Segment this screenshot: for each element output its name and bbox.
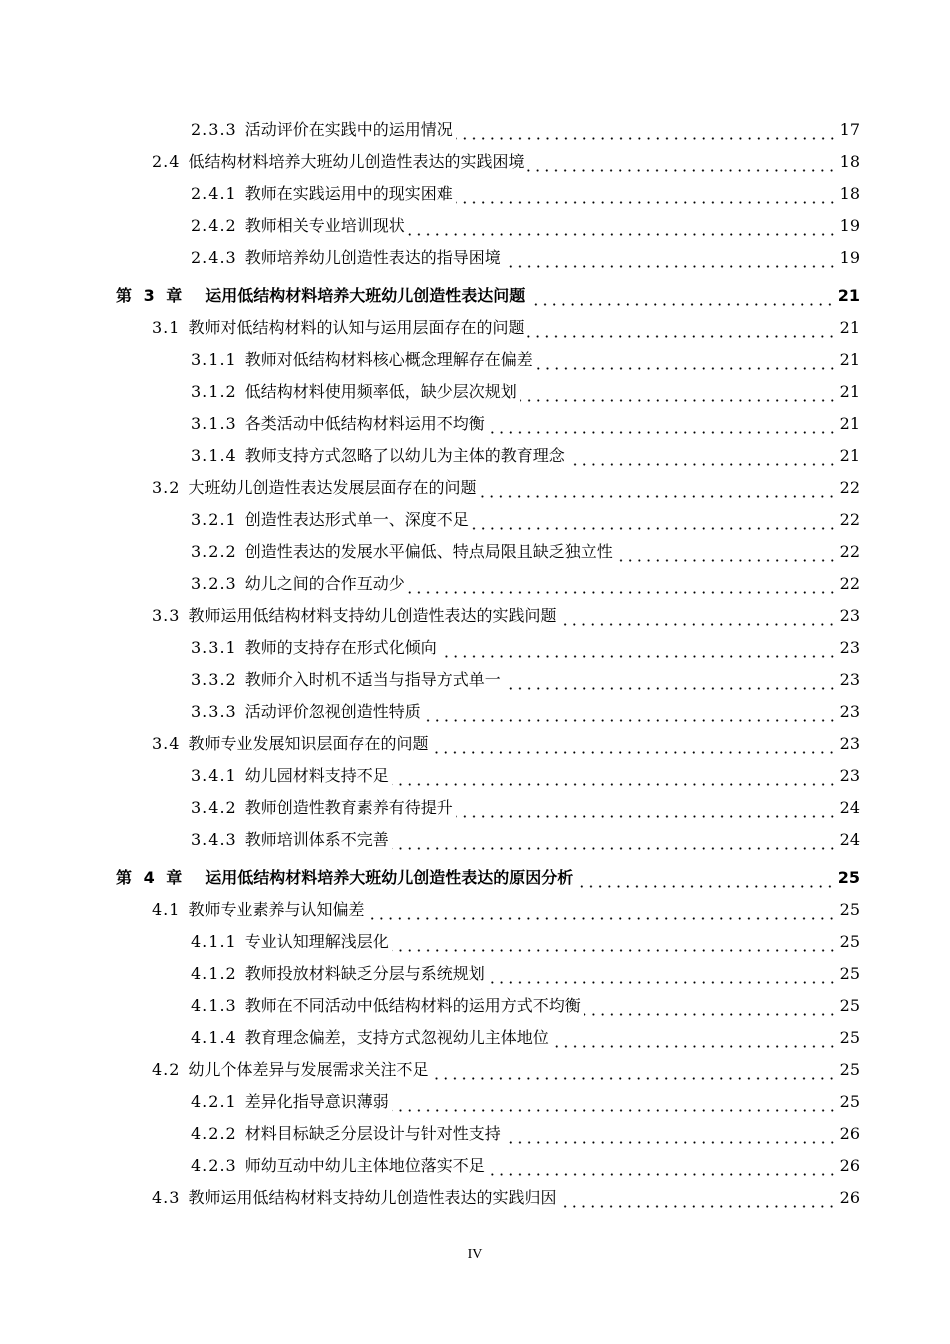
toc-entry-page-number: 22 xyxy=(839,478,860,497)
toc-dot-leader xyxy=(584,1013,837,1016)
toc-entry-title: 教师相关专业培训现状 xyxy=(244,216,405,235)
toc-entry-title: 活动评价在实践中的运用情况 xyxy=(244,120,453,139)
toc-subsection-entry[interactable] xyxy=(191,210,860,242)
toc-section-entry[interactable] xyxy=(152,472,860,504)
toc-entry-number: 4.2.1 xyxy=(191,1092,237,1111)
toc-entry-title: 幼儿之间的合作互动少 xyxy=(244,574,405,593)
toc-dot-leader xyxy=(456,815,837,818)
toc-entry-page-number: 23 xyxy=(839,638,860,657)
toc-entry-title: 教师的支持存在形式化倾向 xyxy=(244,638,437,657)
toc-entry-page-number: 21 xyxy=(839,318,860,337)
toc-entry-number: 3.3.2 xyxy=(191,670,237,689)
toc-entry-title: 师幼互动中幼儿主体地位落实不足 xyxy=(244,1156,485,1175)
toc-entry-number: 2.3.3 xyxy=(191,120,237,139)
toc-entry-page-number: 26 xyxy=(839,1124,860,1143)
toc-subsection-entry[interactable] xyxy=(191,696,860,728)
toc-entry-title: 运用低结构材料培养大班幼儿创造性表达问题 xyxy=(205,286,526,305)
toc-subsection-entry[interactable] xyxy=(191,440,860,472)
toc-entry-title: 创造性表达形式单一、深度不足 xyxy=(244,510,469,529)
toc-entry-number: 3.2.3 xyxy=(191,574,237,593)
toc-subsection-entry[interactable] xyxy=(191,568,860,600)
toc-section-entry[interactable] xyxy=(152,1054,860,1086)
toc-entry-title: 教师支持方式忽略了以幼儿为主体的教育理念 xyxy=(244,446,565,465)
toc-subsection-entry[interactable] xyxy=(191,1118,860,1150)
toc-entry-page-number: 21 xyxy=(837,286,860,305)
toc-entry-page-number: 25 xyxy=(839,932,860,951)
toc-entry-number: 2.4.3 xyxy=(191,248,237,267)
toc-entry-title: 教师培养幼儿创造性表达的指导困境 xyxy=(244,248,501,267)
toc-dot-leader xyxy=(392,847,837,850)
toc-entry-page-number: 25 xyxy=(839,1060,860,1079)
toc-entry-title: 教师专业素养与认知偏差 xyxy=(188,900,365,919)
toc-dot-leader xyxy=(504,687,837,690)
toc-dot-leader xyxy=(568,463,837,466)
toc-entry-number: 3.2.1 xyxy=(191,510,237,529)
toc-dot-leader xyxy=(392,949,837,952)
toc-subsection-entry[interactable] xyxy=(191,664,860,696)
toc-entry-title: 教师投放材料缺乏分层与系统规划 xyxy=(244,964,485,983)
toc-entry-title: 教师培训体系不完善 xyxy=(244,830,389,849)
toc-dot-leader xyxy=(408,591,837,594)
toc-entry-page-number: 22 xyxy=(839,510,860,529)
toc-entry-number: 3.4.1 xyxy=(191,766,237,785)
toc-entry-page-number: 23 xyxy=(839,734,860,753)
toc-subsection-entry[interactable] xyxy=(191,958,860,990)
toc-section-entry[interactable] xyxy=(152,894,860,926)
toc-dot-leader xyxy=(527,169,836,172)
toc-entry-title: 运用低结构材料培养大班幼儿创造性表达的原因分析 xyxy=(205,868,574,887)
toc-entry-page-number: 24 xyxy=(839,798,860,817)
toc-subsection-entry[interactable] xyxy=(191,376,860,408)
toc-entry-number: 4.2.3 xyxy=(191,1156,237,1175)
toc-dot-leader xyxy=(488,431,837,434)
toc-subsection-entry[interactable] xyxy=(191,408,860,440)
toc-subsection-entry[interactable] xyxy=(191,1086,860,1118)
toc-dot-leader xyxy=(488,1173,837,1176)
toc-entry-number: 2.4.2 xyxy=(191,216,237,235)
toc-entry-page-number: 26 xyxy=(839,1188,860,1207)
toc-dot-leader xyxy=(431,751,836,754)
toc-entry-number: 4.2.2 xyxy=(191,1124,237,1143)
toc-subsection-entry[interactable] xyxy=(191,990,860,1022)
toc-entry-number: 3.3.1 xyxy=(191,638,237,657)
toc-entry-title: 教师在实践运用中的现实困难 xyxy=(244,184,453,203)
toc-entry-page-number: 25 xyxy=(839,996,860,1015)
toc-entry-page-number: 26 xyxy=(839,1156,860,1175)
toc-entry-page-number: 21 xyxy=(839,382,860,401)
toc-entry-number: 3.1.1 xyxy=(191,350,237,369)
toc-dot-leader xyxy=(520,399,837,402)
toc-entry-number: 2.4 xyxy=(152,152,181,171)
toc-dot-leader xyxy=(527,335,836,338)
toc-subsection-entry[interactable] xyxy=(191,1022,860,1054)
toc-entry-number: 3.1.4 xyxy=(191,446,237,465)
toc-entry-title: 教师专业发展知识层面存在的问题 xyxy=(188,734,429,753)
toc-dot-leader xyxy=(479,495,836,498)
toc-section-entry[interactable] xyxy=(152,312,860,344)
toc-entry-title: 低结构材料培养大班幼儿创造性表达的实践困境 xyxy=(188,152,525,171)
toc-dot-leader xyxy=(576,885,834,888)
toc-entry-number: 4.1.3 xyxy=(191,996,237,1015)
toc-subsection-entry[interactable] xyxy=(191,792,860,824)
toc-dot-leader xyxy=(367,917,836,920)
toc-entry-page-number: 25 xyxy=(839,1092,860,1111)
toc-entry-number: 3.3.3 xyxy=(191,702,237,721)
toc-entry-page-number: 21 xyxy=(839,350,860,369)
toc-dot-leader xyxy=(504,265,837,268)
toc-entry-title: 教师对低结构材料核心概念理解存在偏差 xyxy=(244,350,533,369)
toc-subsection-entry[interactable] xyxy=(191,632,860,664)
toc-chapter-entry[interactable] xyxy=(116,280,860,312)
toc-entry-title: 各类活动中低结构材料运用不均衡 xyxy=(244,414,485,433)
toc-section-entry[interactable] xyxy=(152,600,860,632)
toc-entry-number: 第 3 章 xyxy=(116,286,184,305)
toc-entry-title: 教师对低结构材料的认知与运用层面存在的问题 xyxy=(188,318,525,337)
toc-entry-number: 3.2.2 xyxy=(191,542,237,561)
toc-entry-page-number: 23 xyxy=(839,766,860,785)
toc-subsection-entry[interactable] xyxy=(191,926,860,958)
toc-entry-title: 幼儿个体差异与发展需求关注不足 xyxy=(188,1060,429,1079)
toc-entry-title: 教育理念偏差，支持方式忽视幼儿主体地位 xyxy=(244,1028,549,1047)
toc-dot-leader xyxy=(528,303,834,306)
toc-dot-leader xyxy=(536,367,837,370)
toc-entry-number: 3.4 xyxy=(152,734,181,753)
toc-entry-title: 教师创造性教育素养有待提升 xyxy=(244,798,453,817)
toc-dot-leader xyxy=(559,1205,836,1208)
toc-entry-number: 3.4.2 xyxy=(191,798,237,817)
toc-entry-page-number: 21 xyxy=(839,446,860,465)
toc-entry-page-number: 18 xyxy=(839,152,860,171)
toc-entry-page-number: 25 xyxy=(839,1028,860,1047)
toc-entry-page-number: 19 xyxy=(839,216,860,235)
toc-dot-leader xyxy=(504,1141,837,1144)
toc-dot-leader xyxy=(456,201,837,204)
toc-entry-number: 3.2 xyxy=(152,478,181,497)
toc-dot-leader xyxy=(559,623,836,626)
toc-dot-leader xyxy=(440,655,837,658)
toc-entry-number: 3.1.2 xyxy=(191,382,237,401)
toc-entry-page-number: 19 xyxy=(839,248,860,267)
toc-entry-number: 3.1 xyxy=(152,318,181,337)
toc-dot-leader xyxy=(431,1077,836,1080)
toc-entry-title: 差异化指导意识薄弱 xyxy=(244,1092,389,1111)
toc-entry-page-number: 22 xyxy=(839,542,860,561)
toc-entry-title: 教师介入时机不适当与指导方式单一 xyxy=(244,670,501,689)
toc-subsection-entry[interactable] xyxy=(191,344,860,376)
toc-subsection-entry[interactable] xyxy=(191,114,860,146)
toc-entry-page-number: 23 xyxy=(839,702,860,721)
toc-chapter-entry[interactable] xyxy=(116,862,860,894)
toc-entry-page-number: 22 xyxy=(839,574,860,593)
toc-entry-page-number: 25 xyxy=(839,964,860,983)
toc-entry-number: 4.1.4 xyxy=(191,1028,237,1047)
toc-entry-title: 教师运用低结构材料支持幼儿创造性表达的实践问题 xyxy=(188,606,557,625)
toc-entry-page-number: 25 xyxy=(837,868,860,887)
toc-entry-number: 第 4 章 xyxy=(116,868,184,887)
toc-entry-title: 低结构材料使用频率低，缺少层次规划 xyxy=(244,382,517,401)
toc-entry-number: 3.4.3 xyxy=(191,830,237,849)
toc-entry-number: 3.1.3 xyxy=(191,414,237,433)
toc-subsection-entry[interactable] xyxy=(191,824,860,856)
toc-entry-page-number: 23 xyxy=(839,670,860,689)
toc-entry-title: 创造性表达的发展水平偏低、特点局限且缺乏独立性 xyxy=(244,542,613,561)
toc-dot-leader xyxy=(392,1109,837,1112)
toc-entry-page-number: 21 xyxy=(839,414,860,433)
toc-entry-title: 材料目标缺乏分层设计与针对性支持 xyxy=(244,1124,501,1143)
toc-entry-page-number: 18 xyxy=(839,184,860,203)
toc-entry-title: 幼儿园材料支持不足 xyxy=(244,766,389,785)
toc-dot-leader xyxy=(616,559,837,562)
toc-entry-title: 教师在不同活动中低结构材料的运用方式不均衡 xyxy=(244,996,581,1015)
toc-entry-number: 2.4.1 xyxy=(191,184,237,203)
toc-section-entry[interactable] xyxy=(152,728,860,760)
toc-subsection-entry[interactable] xyxy=(191,178,860,210)
toc-entry-number: 4.1.1 xyxy=(191,932,237,951)
toc-dot-leader xyxy=(456,137,837,140)
toc-dot-leader xyxy=(424,719,837,722)
toc-entry-title: 活动评价忽视创造性特质 xyxy=(244,702,421,721)
toc-entry-title: 专业认知理解浅层化 xyxy=(244,932,389,951)
toc-dot-leader xyxy=(392,783,837,786)
toc-subsection-entry[interactable] xyxy=(191,504,860,536)
toc-entry-number: 4.1 xyxy=(152,900,181,919)
toc-entry-page-number: 25 xyxy=(839,900,860,919)
toc-dot-leader xyxy=(552,1045,837,1048)
toc-subsection-entry[interactable] xyxy=(191,242,860,274)
toc-entry-title: 大班幼儿创造性表达发展层面存在的问题 xyxy=(188,478,477,497)
toc-subsection-entry[interactable] xyxy=(191,1150,860,1182)
toc-entry-number: 4.2 xyxy=(152,1060,181,1079)
toc-entry-number: 4.1.2 xyxy=(191,964,237,983)
toc-subsection-entry[interactable] xyxy=(191,760,860,792)
toc-entry-page-number: 17 xyxy=(839,120,860,139)
toc-subsection-entry[interactable] xyxy=(191,536,860,568)
page-footer-number: IV xyxy=(467,1247,483,1262)
toc-entry-number: 3.3 xyxy=(152,606,181,625)
toc-dot-leader xyxy=(488,981,837,984)
toc-dot-leader xyxy=(472,527,837,530)
toc-entry-number: 4.3 xyxy=(152,1188,181,1207)
toc-entry-title: 教师运用低结构材料支持幼儿创造性表达的实践归因 xyxy=(188,1188,557,1207)
toc-entry-page-number: 23 xyxy=(839,606,860,625)
toc-entry-page-number: 24 xyxy=(839,830,860,849)
toc-dot-leader xyxy=(408,233,837,236)
toc-section-entry[interactable] xyxy=(152,146,860,178)
toc-section-entry[interactable] xyxy=(152,1182,860,1214)
